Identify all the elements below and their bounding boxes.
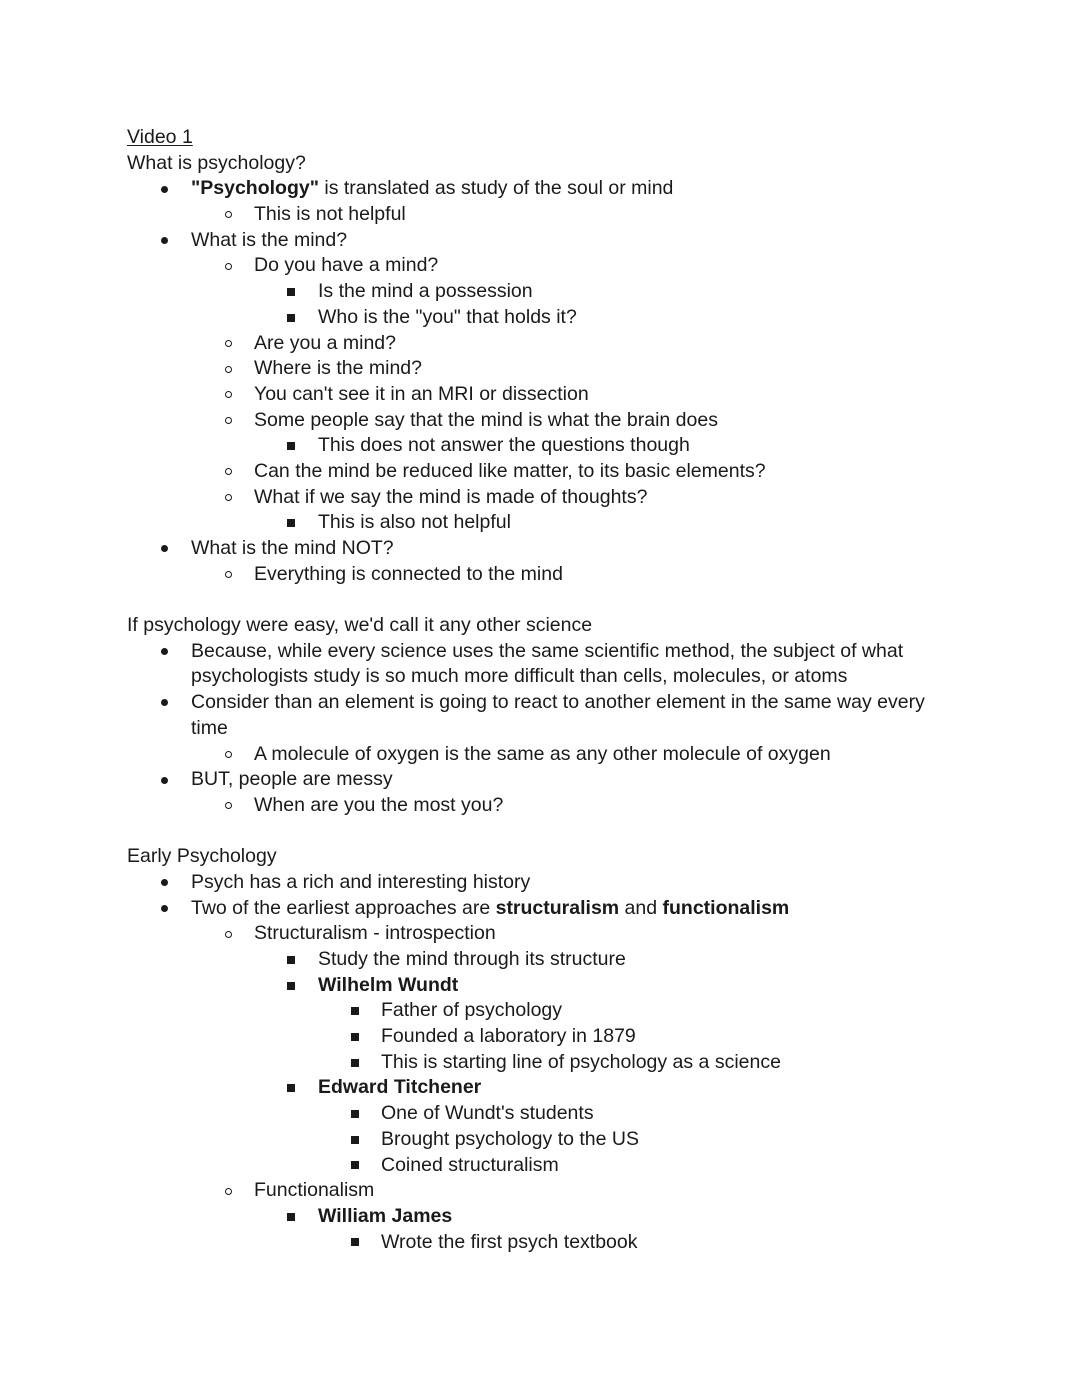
level-4-bullet-item	[0, 1153, 1080, 1179]
sub-sub-bullet-item	[0, 433, 1080, 459]
bullet-item	[0, 228, 1080, 254]
bullet-square-icon	[283, 279, 299, 305]
level-4-bullet-item	[0, 998, 1080, 1024]
bullet-circle-icon	[220, 382, 236, 408]
bullet-circle-icon	[220, 485, 236, 511]
level-4-bullet-text: Founded a laboratory in 1879	[381, 1025, 636, 1048]
bullet-item	[0, 870, 1080, 896]
bullet-dot-icon	[156, 690, 172, 716]
bullet-square-icon	[283, 973, 299, 999]
sub-sub-bullet-item	[0, 510, 1080, 536]
sub-bullet-item	[0, 408, 1080, 434]
person-name: William James	[318, 1204, 453, 1227]
level-4-bullet-item	[0, 1024, 1080, 1050]
bullet-circle-icon	[220, 253, 236, 279]
bullet-circle-icon	[220, 331, 236, 357]
sub-bullet-text: You can't see it in an MRI or dissection	[254, 382, 589, 405]
sub-sub-bullet-item	[0, 1075, 1080, 1101]
bullet-dot-icon	[156, 767, 172, 793]
bullet-square-icon	[347, 1127, 363, 1153]
sub-bullet-text: Everything is connected to the mind	[254, 562, 563, 585]
bullet-text: What is the mind?	[191, 228, 348, 251]
blank-line	[0, 587, 1080, 613]
sub-bullet-item	[0, 459, 1080, 485]
sub-bullet-item	[0, 331, 1080, 357]
bullet-square-icon	[347, 1230, 363, 1256]
sub-bullet-text: This is not helpful	[254, 203, 406, 226]
sub-bullet-text: What if we say the mind is made of thoughts?	[254, 485, 648, 508]
bullet-text: Psych has a rich and interesting history	[191, 870, 531, 893]
bullet-square-icon	[283, 947, 299, 973]
doc-title-line	[0, 125, 1080, 151]
person-name: Wilhelm Wundt	[318, 973, 459, 996]
bullet-circle-icon	[220, 408, 236, 434]
bullet-circle-icon	[220, 742, 236, 768]
level-4-bullet-text: This is starting line of psychology as a science	[381, 1050, 781, 1073]
bullet-item	[0, 176, 1080, 202]
sub-sub-bullet-text: Study the mind through its structure	[318, 948, 626, 971]
bullet-item	[0, 639, 1080, 690]
sub-bullet-text: Do you have a mind?	[254, 254, 439, 277]
sub-sub-bullet-text: Is the mind a possession	[318, 280, 533, 303]
level-4-bullet-item	[0, 1230, 1080, 1256]
sub-bullet-item	[0, 793, 1080, 819]
bullet-circle-icon	[220, 562, 236, 588]
level-4-bullet-item	[0, 1050, 1080, 1076]
sub-sub-bullet-item	[0, 279, 1080, 305]
sub-bullet-text: Are you a mind?	[254, 331, 396, 354]
sub-bullet-item	[0, 382, 1080, 408]
sub-sub-bullet-item	[0, 1204, 1080, 1230]
bullet-dot-icon	[156, 896, 172, 922]
document-page	[0, 125, 1080, 1255]
bullet-circle-icon	[220, 202, 236, 228]
sub-sub-bullet-text: This does not answer the questions though	[318, 434, 690, 457]
bullet-square-icon	[283, 1204, 299, 1230]
sub-sub-bullet-text: Who is the "you" that holds it?	[318, 305, 577, 328]
bullet-text: is translated as study of the soul or mind	[318, 177, 674, 200]
sub-bullet-item	[0, 562, 1080, 588]
sub-bullet-item	[0, 253, 1080, 279]
bullet-dot-icon	[156, 536, 172, 562]
section-heading	[0, 613, 1080, 639]
bold-term: "Psychology"	[191, 177, 319, 200]
level-4-bullet-text: Wrote the first psych textbook	[381, 1230, 638, 1253]
section-2-heading: If psychology were easy, we'd call it any other science	[127, 614, 593, 637]
bullet-square-icon	[347, 1024, 363, 1050]
bullet-item	[0, 536, 1080, 562]
sub-bullet-text: Structuralism - introspection	[254, 922, 496, 945]
sub-sub-bullet-text: This is also not helpful	[318, 511, 511, 534]
sub-bullet-text: Functionalism	[254, 1179, 375, 1202]
bullet-item	[0, 767, 1080, 793]
level-4-bullet-text: One of Wundt's students	[381, 1102, 594, 1125]
sub-bullet-item	[0, 921, 1080, 947]
bullet-item	[0, 896, 1080, 922]
bullet-circle-icon	[220, 921, 236, 947]
sub-bullet-item	[0, 1178, 1080, 1204]
section-1-heading: What is psychology?	[127, 151, 306, 174]
sub-bullet-item	[0, 202, 1080, 228]
bullet-text: and	[619, 896, 663, 919]
bullet-text: Consider than an element is going to react to another element in the same way every time	[191, 691, 925, 739]
bullet-text: BUT, people are messy	[191, 768, 393, 791]
bullet-square-icon	[283, 1075, 299, 1101]
bullet-text: Because, while every science uses the same scientific method, the subject of what psychologists study is so much more difficult than cells, molecules, or atoms	[191, 639, 904, 688]
bullet-dot-icon	[156, 870, 172, 896]
level-4-bullet-text: Coined structuralism	[381, 1153, 559, 1176]
bullet-dot-icon	[156, 176, 172, 202]
level-4-bullet-text: Brought psychology to the US	[381, 1127, 639, 1150]
level-4-bullet-item	[0, 1101, 1080, 1127]
section-heading	[0, 151, 1080, 177]
bold-term: functionalism	[662, 896, 790, 919]
sub-bullet-item	[0, 485, 1080, 511]
level-4-bullet-text: Father of psychology	[381, 999, 563, 1022]
bullet-square-icon	[347, 1050, 363, 1076]
bullet-text: Two of the earliest approaches are	[191, 896, 496, 919]
sub-sub-bullet-item	[0, 947, 1080, 973]
bullet-circle-icon	[220, 459, 236, 485]
bullet-square-icon	[283, 433, 299, 459]
sub-bullet-text: Can the mind be reduced like matter, to its basic elements?	[254, 459, 766, 482]
bullet-square-icon	[347, 998, 363, 1024]
level-4-bullet-item	[0, 1127, 1080, 1153]
sub-bullet-item	[0, 742, 1080, 768]
bullet-item	[0, 690, 1080, 741]
section-3-heading: Early Psychology	[127, 845, 277, 868]
bullet-circle-icon	[220, 1178, 236, 1204]
sub-bullet-text: Where is the mind?	[254, 357, 422, 380]
bullet-square-icon	[347, 1101, 363, 1127]
bullet-square-icon	[283, 510, 299, 536]
bullet-circle-icon	[220, 356, 236, 382]
bullet-text: What is the mind NOT?	[191, 537, 394, 559]
sub-bullet-text: Some people say that the mind is what the brain does	[254, 408, 718, 431]
bullet-circle-icon	[220, 793, 236, 819]
bullet-square-icon	[283, 305, 299, 331]
bullet-dot-icon	[156, 639, 172, 665]
section-heading	[0, 844, 1080, 870]
bullet-square-icon	[347, 1153, 363, 1179]
sub-sub-bullet-item	[0, 305, 1080, 331]
sub-bullet-item	[0, 356, 1080, 382]
doc-title: Video 1	[127, 126, 193, 148]
person-name: Edward Titchener	[318, 1076, 482, 1099]
sub-bullet-text: When are you the most you?	[254, 793, 504, 816]
sub-sub-bullet-item	[0, 973, 1080, 999]
blank-line	[0, 819, 1080, 845]
bullet-dot-icon	[156, 228, 172, 254]
bold-term: structuralism	[495, 896, 620, 919]
sub-bullet-text: A molecule of oxygen is the same as any other molecule of oxygen	[254, 742, 831, 765]
